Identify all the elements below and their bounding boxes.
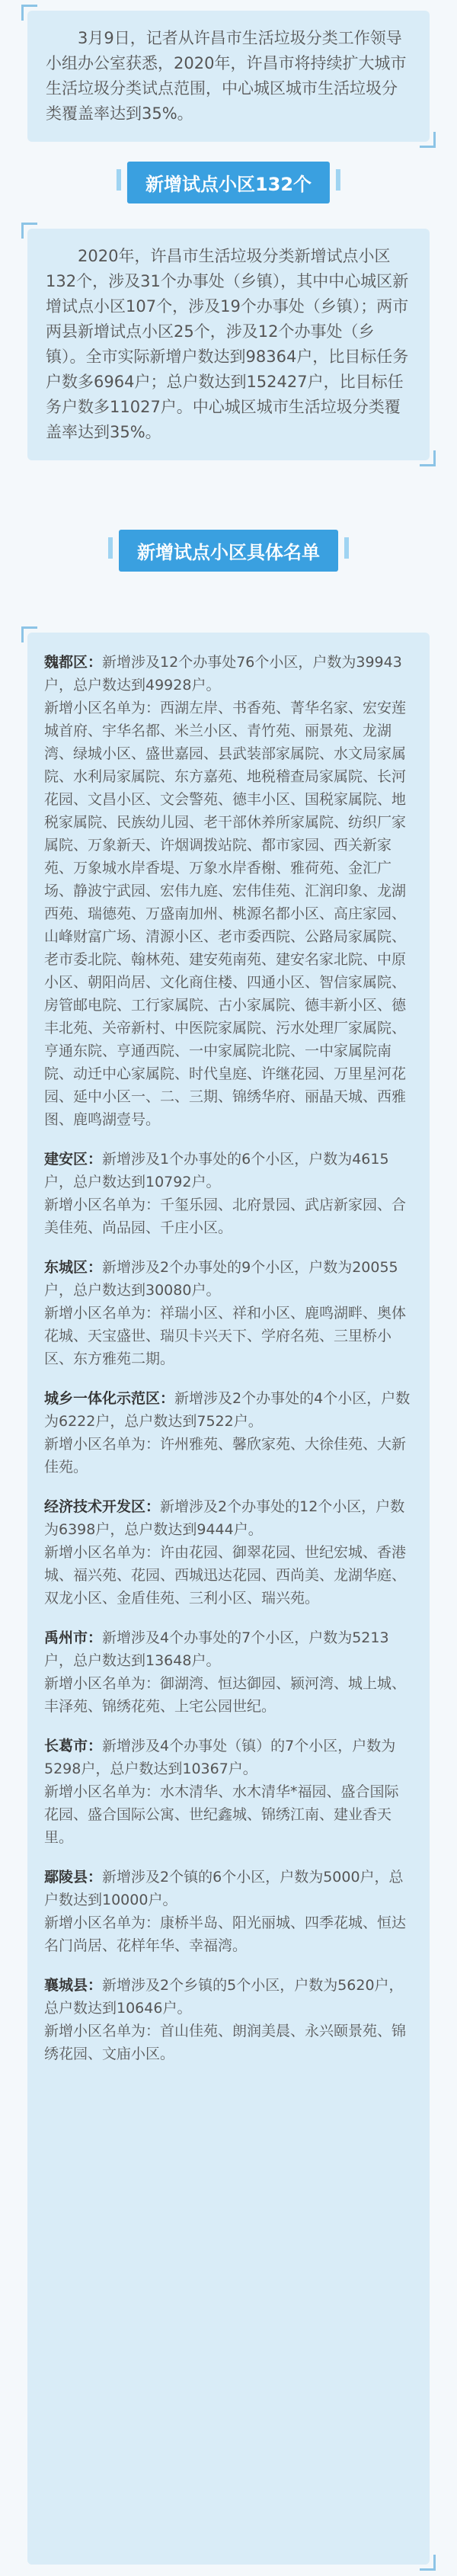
district-name: 长葛市：	[44, 1738, 103, 1754]
district-name: 东城区：	[44, 1259, 103, 1276]
district-community-list: 新增小区名单为：许由花园、御翠花园、世纪宏城、香港城、福兴苑、花园、西城迅达花园、西尚美、龙湖华庭、双龙小区、金盾佳苑、三利小区、瑞兴苑。	[44, 1544, 407, 1607]
district-community-list: 新增小区名单为：祥瑞小区、祥和小区、鹿鸣湖畔、奥体花城、天宝盛世、瑞贝卡兴天下、学府名苑、三里桥小区、东方雅苑二期。	[44, 1305, 407, 1367]
intro-box	[27, 11, 430, 142]
district-community-list: 新增小区名单为：许州雅苑、馨欣家苑、大徐佳苑、大新佳苑。	[44, 1436, 407, 1475]
district-community-list: 新增小区名单为：西湖左岸、书香苑、菁华名家、宏安莲城首府、宇华名都、米兰小区、青竹苑、丽景苑、龙湖湾、绿城小区、盛世嘉园、县武装部家属院、水文局家属院、水利局家属院、东方嘉苑、地税稽查局家属院、长河花园、文昌小区、文会警苑、德丰小区、国税家属院、地税家属院、民族幼儿园、老干部休养所家属院、纺织厂家属院、万象新天、许烟调拨站院、都市家园、西关新家苑、万象城水岸香堤、万象水岸香榭、雅荷苑、金汇广场、静波宁武园、宏伟九庭、宏伟佳苑、汇润印象、龙湖西苑、瑞德苑、万盛南加州、桃源名都小区、高庄家园、山峰财富广场、清源小区、老市委西院、公路局家属院、老市委北院、翰林苑、建安苑南苑、建安名家北院、中原小区、朝阳尚居、文化商住楼、四通小区、智信家属院、房管邮电院、工行家属院、古小家属院、德丰新小区、德丰北苑、关帝新村、中医院家属院、污水处理厂家属院、亨通东院、亨通西院、一中家属院北院、一中家属院南院、动迁中心家属院、时代皇庭、许继花园、万里星河花园、延中小区一、二、三期、锦绣华府、丽晶天城、西雅图、鹿鸣湖壹号。	[44, 700, 407, 1128]
district-block	[44, 1735, 413, 1849]
district-summary: 新增涉及1个办事处的6个小区，户数为4615户，总户数达到10792户。	[44, 1151, 389, 1190]
district-name: 城乡一体化示范区：	[44, 1390, 175, 1407]
district-summary-line	[44, 1974, 413, 2020]
district-community-list: 新增小区名单为：康桥半岛、阳光丽城、四季花城、恒达名门尚居、花样年华、幸福湾。	[44, 1914, 407, 1954]
district-summary-line	[44, 1626, 413, 1672]
district-summary: 新增涉及4个办事处（镇）的7个小区，户数为5298户，总户数达到10367户。	[44, 1738, 396, 1777]
district-summary: 新增涉及2个办事处的4个小区，户数为6222户，总户数达到7522户。	[44, 1390, 411, 1430]
district-block	[44, 1387, 413, 1479]
district-block	[44, 1256, 413, 1370]
district-summary-line	[44, 1387, 413, 1433]
district-block	[44, 1974, 413, 2065]
district-community-list: 新增小区名单为：首山佳苑、朗润美晨、永兴颐景苑、锦绣花园、文庙小区。	[44, 2023, 407, 2062]
district-list-box	[27, 633, 430, 2565]
district-summary-line	[44, 1866, 413, 1911]
district-name: 经济技术开发区：	[44, 1498, 161, 1515]
district-name: 建安区：	[44, 1151, 103, 1168]
district-block	[44, 651, 413, 1131]
district-block	[44, 1148, 413, 1239]
heading-decoration-right	[336, 169, 340, 191]
district-block	[44, 1866, 413, 1957]
district-summary-line	[44, 1148, 413, 1193]
district-summary-line	[44, 1735, 413, 1780]
heading-text: 新增试点小区具体名单	[137, 542, 320, 563]
section-heading-new-pilot	[127, 162, 330, 203]
district-summary-line	[44, 1256, 413, 1302]
district-summary-line	[44, 1495, 413, 1541]
stats-paragraph: 2020年，许昌市生活垃圾分类新增试点小区132个，涉及31个办事处（乡镇），其中中心城区新增试点小区107个，涉及19个办事处（乡镇）；两市两县新增试点小区25个，涉及12个办事处（乡镇）。全市实际新增户数达到98364户，比目标任务户数多6964户；总户数达到152427户，比目标任务户数多11027户。中心城区城市生活垃圾分类覆盖率达到35%。	[46, 247, 409, 441]
district-summary: 新增涉及2个办事处的9个小区，户数为20055户，总户数达到30080户。	[44, 1259, 398, 1299]
district-name: 鄢陵县：	[44, 1869, 103, 1886]
heading-text: 新增试点小区132个	[145, 174, 312, 195]
district-name: 禹州市：	[44, 1629, 103, 1646]
district-name: 魏都区：	[44, 654, 103, 671]
district-summary: 新增涉及4个办事处的7个小区，户数为5213户，总户数达到13648户。	[44, 1629, 389, 1669]
district-community-list: 新增小区名单为：御湖湾、恒达御园、颍河湾、城上城、丰泽苑、锦绣花苑、上宅公园世纪。	[44, 1675, 407, 1715]
district-community-list: 新增小区名单为：千玺乐园、北府景园、武店新家园、合美佳苑、尚品园、千庄小区。	[44, 1197, 407, 1236]
district-summary: 新增涉及12个办事处76个小区，户数为39943户，总户数达到49928户。	[44, 654, 402, 694]
district-block	[44, 1626, 413, 1718]
heading-decoration-left	[108, 537, 113, 559]
heading-decoration-left	[117, 169, 121, 191]
district-summary: 新增涉及2个办事处的12个小区，户数为6398户，总户数达到9444户。	[44, 1498, 405, 1538]
district-community-list: 新增小区名单为：水木清华、水木清华*福园、盛合国际花园、盛合国际公寓、世纪鑫城、锦绣江南、建业香天里。	[44, 1783, 399, 1846]
stats-box	[27, 229, 430, 460]
district-name: 襄城县：	[44, 1977, 103, 1994]
district-block	[44, 1495, 413, 1610]
section-heading-list	[119, 530, 338, 572]
district-summary-line	[44, 651, 413, 697]
district-summary: 新增涉及2个乡镇的5个小区，户数为5620户，总户数达到10646户。	[44, 1977, 404, 2017]
heading-decoration-right	[344, 537, 349, 559]
intro-paragraph: 3月9日，记者从许昌市生活垃圾分类工作领导小组办公室获悉，2020年，许昌市将持续扩大城市生活垃圾分类试点范围，中心城区城市生活垃圾分类覆盖率达到35%。	[46, 29, 407, 123]
district-summary: 新增涉及2个镇的6个小区，户数为5000户，总户数达到10000户。	[44, 1869, 404, 1908]
